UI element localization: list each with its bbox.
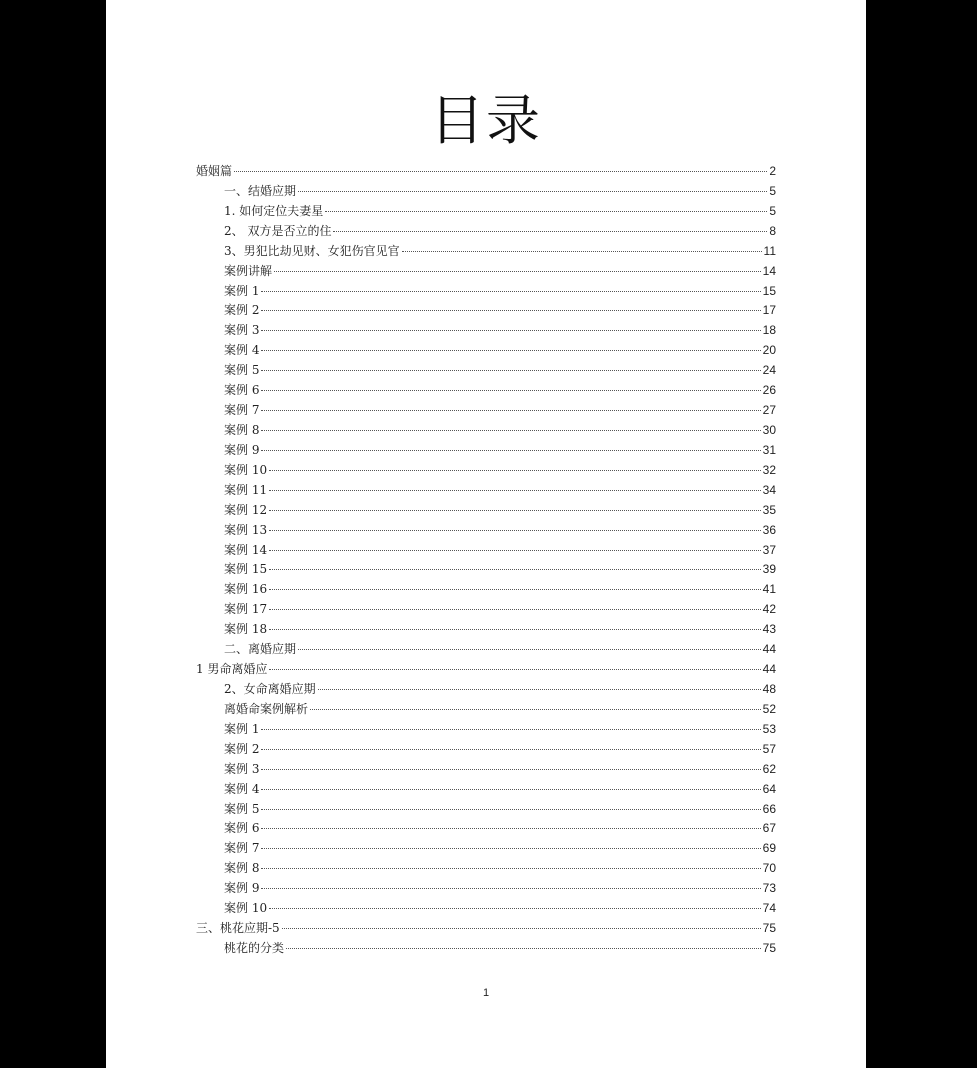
toc-entry-label: 案例 10: [224, 901, 268, 916]
toc-entry[interactable]: [196, 401, 776, 421]
toc-entry-page: 30: [762, 422, 776, 437]
toc-entry-page: 44: [762, 662, 776, 677]
toc-entry-page: 66: [762, 801, 776, 816]
toc-entry-page: 5: [769, 183, 776, 198]
toc-entry-page: 75: [762, 940, 776, 955]
toc-entry[interactable]: [196, 441, 776, 461]
toc-entry-label: 案例 10: [224, 462, 268, 477]
page-number: 1: [482, 987, 490, 999]
toc-entry-page: 17: [762, 303, 776, 318]
toc-entry[interactable]: [196, 182, 776, 202]
toc-entry[interactable]: [196, 341, 776, 361]
toc-entry-label: 案例 2: [224, 741, 260, 756]
toc-entry-label: 案例 5: [224, 801, 260, 816]
toc-dot-leader: [261, 429, 760, 431]
toc-entry-label: 桃花的分类: [224, 940, 285, 955]
toc-entry-page: 39: [762, 562, 776, 577]
toc-dot-leader: [261, 748, 760, 750]
toc-dot-leader: [261, 329, 760, 331]
toc-entry[interactable]: [196, 162, 776, 182]
toc-dot-leader: [298, 190, 767, 192]
toc-entry[interactable]: [196, 301, 776, 321]
toc-entry-label: 案例讲解: [224, 263, 273, 278]
toc-entry[interactable]: [196, 222, 776, 242]
toc-entry-label: 二、离婚应期: [224, 642, 297, 657]
toc-entry-label: 1. 如何定位夫妻星: [224, 203, 324, 218]
toc-entry[interactable]: [196, 780, 776, 800]
toc-dot-leader: [318, 688, 761, 690]
toc-dot-leader: [261, 808, 760, 810]
toc-entry-page: 11: [763, 243, 776, 258]
toc-entry[interactable]: [196, 680, 776, 700]
toc-entry-label: 案例 2: [224, 303, 260, 318]
toc-dot-leader: [261, 867, 760, 869]
toc-entry-page: 8: [769, 223, 776, 238]
toc-entry[interactable]: [196, 720, 776, 740]
toc-entry[interactable]: [196, 580, 776, 600]
toc-entry-page: 67: [762, 821, 776, 836]
toc-entry-label: 案例 14: [224, 542, 268, 557]
toc-dot-leader: [325, 210, 767, 212]
toc-entry-label: 案例 11: [224, 482, 268, 497]
toc-entry-label: 案例 4: [224, 343, 260, 358]
toc-entry-label: 案例 5: [224, 363, 260, 378]
toc-entry-label: 3、男犯比劫见财、女犯伤官见官: [224, 243, 400, 258]
toc-entry[interactable]: [196, 560, 776, 580]
toc-entry-page: 20: [762, 343, 776, 358]
toc-entry-page: 48: [762, 681, 776, 696]
toc-entry-label: 案例 12: [224, 502, 268, 517]
toc-entry-page: 27: [762, 403, 776, 418]
toc-entry-page: 44: [762, 642, 776, 657]
toc-dot-leader: [261, 788, 760, 790]
toc-entry[interactable]: [196, 600, 776, 620]
toc-entry-page: 14: [762, 263, 776, 278]
toc-dot-leader: [234, 170, 767, 172]
page-title: 目录: [430, 89, 542, 152]
toc-entry-label: 婚姻篇: [196, 164, 233, 178]
toc-entry-page: 15: [762, 283, 776, 298]
toc-dot-leader: [261, 349, 760, 351]
toc-entry-page: 52: [762, 701, 776, 716]
toc-entry-label: 离婚命案例解析: [224, 701, 309, 716]
toc-entry-label: 一、结婚应期: [224, 183, 297, 198]
toc-dot-leader: [261, 369, 760, 371]
toc-dot-leader: [269, 588, 761, 590]
toc-entry-page: 70: [762, 861, 776, 876]
toc-dot-leader: [269, 529, 761, 531]
toc-entry[interactable]: [196, 819, 776, 839]
toc-dot-leader: [261, 827, 760, 829]
toc-entry-page: 32: [762, 462, 776, 477]
toc-dot-leader: [269, 568, 761, 570]
toc-entry[interactable]: [196, 262, 776, 282]
toc-dot-leader: [402, 250, 762, 252]
toc-dot-leader: [269, 489, 761, 491]
document-page: [106, 0, 866, 1068]
toc-dot-leader: [261, 290, 760, 292]
toc-entry-label: 案例 16: [224, 582, 268, 597]
toc-dot-leader: [298, 648, 761, 650]
toc-entry-label: 案例 8: [224, 422, 260, 437]
toc-entry[interactable]: [196, 899, 776, 919]
toc-entry-page: 53: [762, 721, 776, 736]
toc-dot-leader: [310, 708, 761, 710]
toc-entry-page: 18: [762, 323, 776, 338]
toc-dot-leader: [261, 409, 760, 411]
toc-entry[interactable]: [196, 421, 776, 441]
toc-entry[interactable]: [196, 879, 776, 899]
toc-dot-leader: [274, 270, 761, 272]
toc-entry-page: 26: [762, 383, 776, 398]
toc-entry[interactable]: [196, 859, 776, 879]
toc-entry-label: 案例 17: [224, 602, 268, 617]
toc-entry-page: 34: [762, 482, 776, 497]
toc-entry-label: 案例 6: [224, 383, 260, 398]
toc-entry-page: 42: [762, 602, 776, 617]
toc-dot-leader: [286, 947, 761, 949]
toc-dot-leader: [261, 887, 760, 889]
toc-entry[interactable]: [196, 501, 776, 521]
toc-entry-page: 62: [762, 761, 776, 776]
toc-entry-label: 案例 15: [224, 562, 268, 577]
toc-entry-page: 36: [762, 522, 776, 537]
toc-entry-label: 2、女命离婚应期: [224, 681, 316, 696]
toc-dot-leader: [269, 608, 761, 610]
toc-entry[interactable]: [196, 361, 776, 381]
toc-entry[interactable]: [196, 541, 776, 561]
toc-dot-leader: [269, 668, 760, 670]
toc-dot-leader: [282, 927, 761, 929]
toc-entry-label: 案例 6: [224, 821, 260, 836]
table-of-contents: [196, 162, 776, 959]
toc-entry[interactable]: [196, 660, 776, 680]
toc-entry[interactable]: [196, 282, 776, 302]
toc-entry-page: 57: [762, 741, 776, 756]
toc-entry-page: 73: [762, 881, 776, 896]
toc-entry[interactable]: [196, 740, 776, 760]
toc-entry-page: 74: [762, 901, 776, 916]
toc-entry-page: 2: [769, 164, 776, 178]
toc-entry[interactable]: [196, 760, 776, 780]
toc-entry[interactable]: [196, 321, 776, 341]
toc-entry[interactable]: [196, 700, 776, 720]
toc-entry-page: 64: [762, 781, 776, 796]
toc-entry-label: 案例 7: [224, 403, 260, 418]
toc-entry-page: 24: [762, 363, 776, 378]
toc-dot-leader: [269, 628, 761, 630]
toc-entry[interactable]: [196, 461, 776, 481]
toc-entry-label: 案例 3: [224, 761, 260, 776]
toc-entry-label: 1 男命离婚应: [196, 662, 268, 677]
toc-entry-label: 案例 4: [224, 781, 260, 796]
toc-dot-leader: [269, 509, 761, 511]
toc-entry-label: 三、桃花应期-5: [196, 921, 280, 936]
toc-entry-label: 案例 13: [224, 522, 268, 537]
toc-entry[interactable]: [196, 839, 776, 859]
toc-dot-leader: [261, 449, 760, 451]
toc-entry-page: 35: [762, 502, 776, 517]
toc-entry-page: 75: [762, 921, 776, 936]
toc-entry-page: 41: [762, 582, 776, 597]
toc-dot-leader: [269, 469, 761, 471]
toc-entry-label: 案例 9: [224, 442, 260, 457]
toc-dot-leader: [333, 230, 767, 232]
toc-entry-page: 31: [762, 442, 776, 457]
toc-dot-leader: [261, 309, 760, 311]
toc-entry-label: 案例 1: [224, 721, 260, 736]
toc-entry[interactable]: [196, 620, 776, 640]
toc-entry-page: 37: [762, 542, 776, 557]
toc-dot-leader: [269, 549, 761, 551]
toc-entry-label: 案例 7: [224, 841, 260, 856]
toc-entry[interactable]: [196, 919, 776, 939]
toc-entry-page: 43: [762, 622, 776, 637]
toc-entry-label: 案例 18: [224, 622, 268, 637]
toc-dot-leader: [261, 847, 760, 849]
toc-entry[interactable]: [196, 521, 776, 541]
toc-entry[interactable]: [196, 939, 776, 959]
toc-dot-leader: [261, 728, 760, 730]
toc-entry-label: 案例 1: [224, 283, 260, 298]
toc-entry-page: 69: [762, 841, 776, 856]
toc-entry-label: 案例 9: [224, 881, 260, 896]
toc-entry-label: 2、 双方是否立的住: [224, 223, 332, 238]
toc-entry[interactable]: [196, 800, 776, 820]
toc-entry[interactable]: [196, 640, 776, 660]
toc-entry[interactable]: [196, 202, 776, 222]
toc-dot-leader: [261, 768, 760, 770]
toc-entry[interactable]: [196, 381, 776, 401]
toc-entry-label: 案例 3: [224, 323, 260, 338]
toc-entry[interactable]: [196, 242, 776, 262]
toc-dot-leader: [261, 389, 760, 391]
toc-entry-label: 案例 8: [224, 861, 260, 876]
toc-dot-leader: [269, 907, 761, 909]
toc-entry[interactable]: [196, 481, 776, 501]
toc-entry-page: 5: [769, 203, 776, 218]
